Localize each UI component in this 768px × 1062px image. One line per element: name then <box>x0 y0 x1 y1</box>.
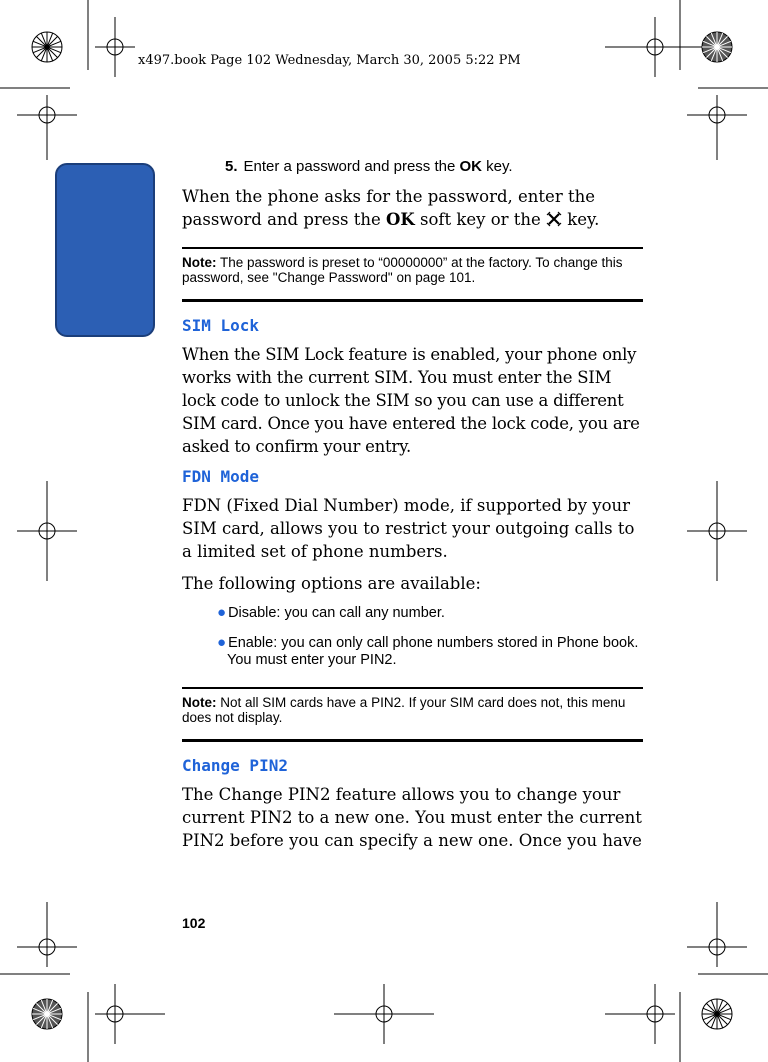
step-text-before: Enter a password and press the <box>243 158 460 175</box>
bullet-icon: ● <box>217 604 227 621</box>
note-pin2 <box>182 687 643 742</box>
list-item <box>182 634 643 669</box>
password-text-2: soft key or the <box>414 210 547 229</box>
section-tab <box>55 163 155 337</box>
note-text: The password is preset to “00000000” at the factory. To change this password, see "Change Password" on page 101. <box>182 255 623 285</box>
ok-key-label: OK <box>459 158 482 175</box>
page-content <box>182 158 643 861</box>
heading-fdn-mode: FDN Mode <box>182 467 260 486</box>
print-header: x497.book Page 102 Wednesday, March 30, 2005 5:22 PM <box>138 53 521 68</box>
note-password <box>182 247 643 302</box>
heading-sim-lock: SIM Lock <box>182 316 260 335</box>
note-label: Note: <box>182 695 217 710</box>
step-number: 5. <box>225 158 238 175</box>
step-text-after: key. <box>481 158 513 175</box>
note-text: Not all SIM cards have a PIN2. If your SIM card does not, this menu does not display. <box>182 695 626 725</box>
page-number: 102 <box>182 915 206 931</box>
ok-key-label: OK <box>386 210 415 229</box>
heading-change-pin2: Change PIN2 <box>182 756 288 775</box>
step-5 <box>225 158 643 175</box>
password-paragraph <box>182 185 643 233</box>
change-pin2-paragraph: The Change PIN2 feature allows you to change your current PIN2 to a new one. You must enter the current PIN2 before you can specify a new one. Once you have <box>182 785 642 850</box>
list-item <box>182 604 643 622</box>
end-call-x-icon <box>546 210 562 233</box>
section-tab-label: Section 8 <box>40 182 55 240</box>
option-text: Disable: you can call any number. <box>228 605 445 621</box>
fdn-paragraph: FDN (Fixed Dial Number) mode, if supported by your SIM card, allows you to restrict your outgoing calls to a limited set of phone numbers. <box>182 496 635 561</box>
option-text: Enable: you can only call phone numbers stored in Phone book. You must enter your PIN2. <box>227 635 639 668</box>
bullet-icon: ● <box>217 634 227 651</box>
fdn-options-list <box>182 604 643 669</box>
sim-lock-paragraph: When the SIM Lock feature is enabled, your phone only works with the current SIM. You must enter the SIM lock code to unlock the SIM so you can use a different SIM card. Once you have entered the lock code, you are asked to confirm your entry. <box>182 345 640 456</box>
password-text-3: key. <box>562 210 600 229</box>
password-text-1: When the phone asks for the password, enter the password and press the <box>182 187 595 229</box>
note-label: Note: <box>182 255 217 270</box>
fdn-options-intro: The following options are available: <box>182 574 481 593</box>
